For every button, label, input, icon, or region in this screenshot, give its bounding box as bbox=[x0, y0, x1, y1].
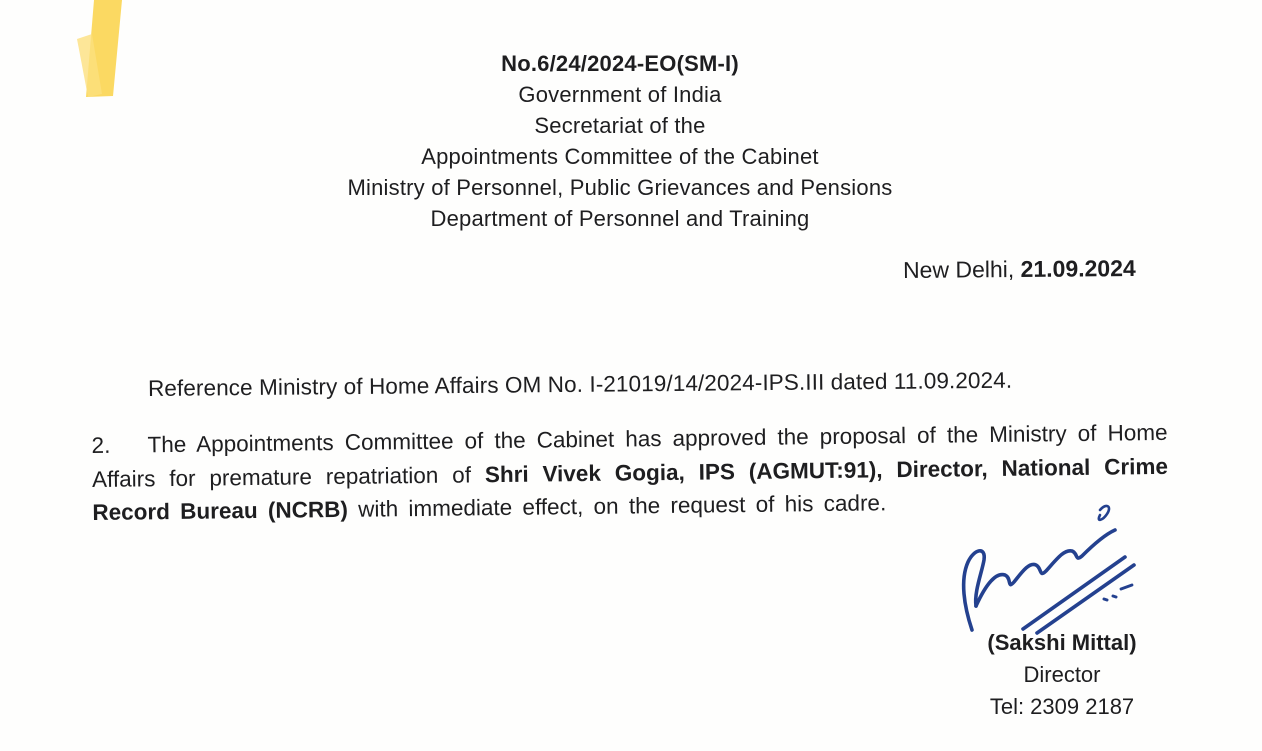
letterhead-line-ministry: Ministry of Personnel, Public Grievances and Pensions bbox=[347, 175, 893, 200]
signatory-phone: Tel: 2309 2187 bbox=[989, 694, 1135, 719]
paragraph-text-before: The Appointments Committee of the Cabinet has approved the proposal of the Ministry of Home Affairs for premature repatriation of bbox=[91, 419, 1168, 492]
signatory-name: (Sakshi Mittal) bbox=[987, 630, 1137, 655]
dateline bbox=[903, 255, 1136, 284]
reference-line: Reference Ministry of Home Affairs OM No. I-21019/14/2024-IPS.III dated 11.09.2024. bbox=[147, 367, 1013, 401]
signatory-block bbox=[962, 627, 1162, 723]
letterhead-line-government: Government of India bbox=[518, 82, 722, 107]
letterhead-line-department: Department of Personnel and Training bbox=[430, 206, 810, 231]
paragraph-number: 2. bbox=[91, 432, 111, 459]
letterhead-line-secretariat: Secretariat of the bbox=[534, 113, 706, 138]
officer-name-bold: Shri Vivek Gogia, IPS (AGMUT:91), Director, National Crime Record Bureau (NCRB) bbox=[92, 453, 1169, 525]
dateline-place: New Delhi, bbox=[902, 256, 1015, 284]
letterhead-line-committee: Appointments Committee of the Cabinet bbox=[421, 144, 819, 169]
file-number: No.6/24/2024-EO(SM-I) bbox=[501, 51, 739, 76]
signatory-designation: Director bbox=[1023, 662, 1101, 687]
dateline-date: 21.09.2024 bbox=[1020, 254, 1136, 282]
handwritten-signature bbox=[928, 488, 1168, 648]
paragraph-text-after: with immediate effect, on the request of his cadre. bbox=[347, 490, 887, 522]
letterhead bbox=[0, 48, 1240, 234]
